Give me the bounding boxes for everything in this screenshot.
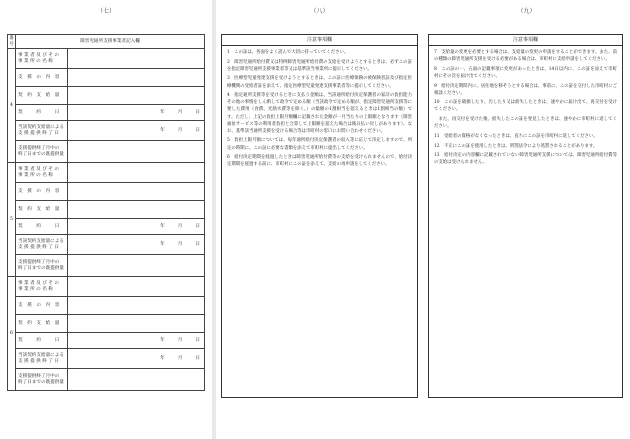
table-row xyxy=(8,315,205,333)
row-label: 支援提供終了月中の 終了日までの既提供量 xyxy=(16,141,68,163)
date-field[interactable] xyxy=(68,121,205,141)
row-label: 支 援 の 内 容 xyxy=(16,69,68,87)
table-row xyxy=(8,49,205,69)
table-row xyxy=(8,349,205,369)
day-unit: 日 xyxy=(195,223,200,229)
year-unit: 年 xyxy=(160,355,165,361)
right-pages xyxy=(216,0,630,439)
entry-number: 4 xyxy=(8,49,16,163)
month-unit: 月 xyxy=(177,109,183,115)
notes-body xyxy=(429,46,622,166)
row-label: 契 約 支 給 量 xyxy=(16,315,68,333)
entry-field[interactable] xyxy=(68,201,205,219)
row-label: 支援提供終了月中の 終了日までの既提供量 xyxy=(16,255,68,277)
row-label: 事 業 者 及 び そ の 事 業 所 の 名 称 xyxy=(16,163,68,183)
note-item: 11 受給者の資格がなくなったときは、直ちにこの証を市町村に返してください。 xyxy=(434,133,598,139)
note-item: 6 給付決定期間を経過したときは障害児通所給付費等の支給を受けられませんので、給付決定期間を経過する前に、市町村にこの証を添えて、支給の再申請をしてください。 xyxy=(227,155,412,168)
note-item: 10 この証を破損したり、汚したり又は紛失したときは、速やかに届け出て、再交付を受けてください。 xyxy=(434,100,617,113)
entry-number: 5 xyxy=(8,163,16,277)
entry-field[interactable] xyxy=(68,87,205,105)
year-unit: 年 xyxy=(160,127,165,133)
row-label: 契 約 日 xyxy=(16,333,68,349)
entry-field[interactable] xyxy=(68,277,205,297)
table-header-row xyxy=(8,35,205,49)
year-unit: 年 xyxy=(160,223,165,229)
entry-number: 6 xyxy=(8,277,16,391)
entry-field[interactable] xyxy=(68,69,205,87)
row-label: 契 約 支 給 量 xyxy=(16,87,68,105)
note-item: 5 負担上限月額については、毎年通所給付決定保護者の収入等に応じて決定しますので、所定の時期に、この証に必要な書類を添えて市町村に提出してください。 xyxy=(227,138,412,151)
table-row xyxy=(8,183,205,201)
row-label: 契 約 支 給 量 xyxy=(16,201,68,219)
entry-field[interactable] xyxy=(68,183,205,201)
note-item: 4 指定通所支援等を受けるときに支払う金額は、当該通所給付決定保護者の家計の負担能力その他の事情をしん酌して政令で定める額（当該政令で定める額が、指定障害児通所支援等に要した費用（食費、光熱水費等を除く。）の総額の1割相当を超えるときは1割相当の額）です。ただし、上記の負担上限月額欄に記載された金額が一月当たりの上限額となります（障害福祉サービス等の利用者負担と合算して上限額を超えた場合は後日払い戻しがあります）。なお、基準該当通所支援を受ける場合等は市町村の窓口にお問い合わせください。 xyxy=(227,93,412,134)
year-unit: 年 xyxy=(160,337,165,343)
table-row xyxy=(8,141,205,163)
entry-field[interactable] xyxy=(68,369,205,391)
date-field[interactable] xyxy=(68,333,205,349)
row-label: 契 約 日 xyxy=(16,219,68,235)
row-label: 当該契約支給量による 支 援 提 供 終 了 日 xyxy=(16,235,68,255)
year-unit: 年 xyxy=(160,241,165,247)
table-row xyxy=(8,87,205,105)
notes-body xyxy=(222,46,417,168)
notes-title: 注意事項欄 xyxy=(222,35,417,46)
page-number: （九） xyxy=(517,8,536,15)
note-item: 7 支給量の変更を必要とする場合は、支給量の変更の申請をすることができます。また、前の種類の障害児通所支援を受ける必要がある場合は、市町村に支給申請をしてください。 xyxy=(434,50,617,63)
notes-title: 注意事項欄 xyxy=(429,35,622,46)
date-field[interactable] xyxy=(68,349,205,369)
table-row xyxy=(8,121,205,141)
table-row xyxy=(8,333,205,349)
date-field[interactable] xyxy=(68,105,205,121)
row-label: 当該契約支給量による 支 援 提 供 終 了 日 xyxy=(16,349,68,369)
day-unit: 日 xyxy=(195,355,200,361)
table-row xyxy=(8,69,205,87)
row-label: 当該契約支給量による 支 援 提 供 終 了 日 xyxy=(16,121,68,141)
table-row xyxy=(8,201,205,219)
table-row xyxy=(8,369,205,391)
provider-entry-table xyxy=(7,34,205,391)
entry-field[interactable] xyxy=(68,315,205,333)
day-unit: 日 xyxy=(195,241,200,247)
date-field[interactable] xyxy=(68,235,205,255)
table-row xyxy=(8,163,205,183)
month-unit: 月 xyxy=(177,355,183,361)
day-unit: 日 xyxy=(195,337,200,343)
table-row xyxy=(8,297,205,315)
note-item: 8 この証の一、五面の記載事項に変更があったときは、14日以内に、この証を添えて市町村にその旨を届け出てください。 xyxy=(434,66,617,79)
entry-field[interactable] xyxy=(68,297,205,315)
entry-field[interactable] xyxy=(68,255,205,277)
row-label: 契 約 日 xyxy=(16,105,68,121)
month-unit: 月 xyxy=(177,241,183,247)
entry-field[interactable] xyxy=(68,163,205,183)
row-label: 支援提供終了月中の 終了日までの既提供量 xyxy=(16,369,68,391)
note-item: 9 給付決定期間内に、居住地を移そうとする場合は、事前に、この証を交付した市町村にご相談ください。 xyxy=(434,83,617,96)
table-title: 障害児通所支援事業者記入欄 xyxy=(16,35,205,49)
month-unit: 月 xyxy=(177,127,183,133)
year-unit: 年 xyxy=(160,109,165,115)
table-row xyxy=(8,219,205,235)
left-page xyxy=(0,0,212,439)
note-item: 13 給付決定の内容欄に記載されていない障害児通所支援については、障害児通所給付費等の支給は受けられません。 xyxy=(434,153,617,166)
table-row xyxy=(8,255,205,277)
entry-field[interactable] xyxy=(68,49,205,69)
note-item: 3 医療型児童発達支援を受けようとするときは、この証に医療保険の被保険者証及び指定医療機関の受給者証を添えて、指定医療型児童発達支援事業者等に提示してください。 xyxy=(227,76,412,89)
date-field[interactable] xyxy=(68,219,205,235)
notes-box-middle xyxy=(221,34,418,398)
day-unit: 日 xyxy=(195,127,200,133)
table-row xyxy=(8,105,205,121)
day-unit: 日 xyxy=(195,109,200,115)
note-item: 12 不正にこの証を使用したときは、刑罰法令により処罰されることがあります。 xyxy=(434,143,598,149)
row-label: 事 業 者 及 び そ の 事 業 所 の 名 称 xyxy=(16,277,68,297)
row-label: 支 援 の 内 容 xyxy=(16,297,68,315)
table-row xyxy=(8,235,205,255)
row-label: 支 援 の 内 容 xyxy=(16,183,68,201)
entry-field[interactable] xyxy=(68,141,205,163)
row-label: 事 業 者 及 び そ の 事 業 所 の 名 称 xyxy=(16,49,68,69)
table-row xyxy=(8,277,205,297)
number-column-header: 番号 xyxy=(9,36,14,47)
page-number: （八） xyxy=(310,8,329,15)
month-unit: 月 xyxy=(177,337,183,343)
note-item: また、再交付を受けた後、紛失したこの証を発見したときは、速やかに市町村に返してください。 xyxy=(434,117,617,130)
month-unit: 月 xyxy=(177,223,183,229)
notes-box-right xyxy=(428,34,623,398)
page-number: （七） xyxy=(96,8,115,15)
note-item: 2 障害児通所給付費又は特例障害児通所給付費の支給を受けようとするときは、必ずこの証を指定障害児通所支援事業者等又は基準該当事業所に提示してください。 xyxy=(227,59,412,72)
note-item: 1 この証は、各面をよく読んで大切に持っていてください。 xyxy=(227,50,349,55)
